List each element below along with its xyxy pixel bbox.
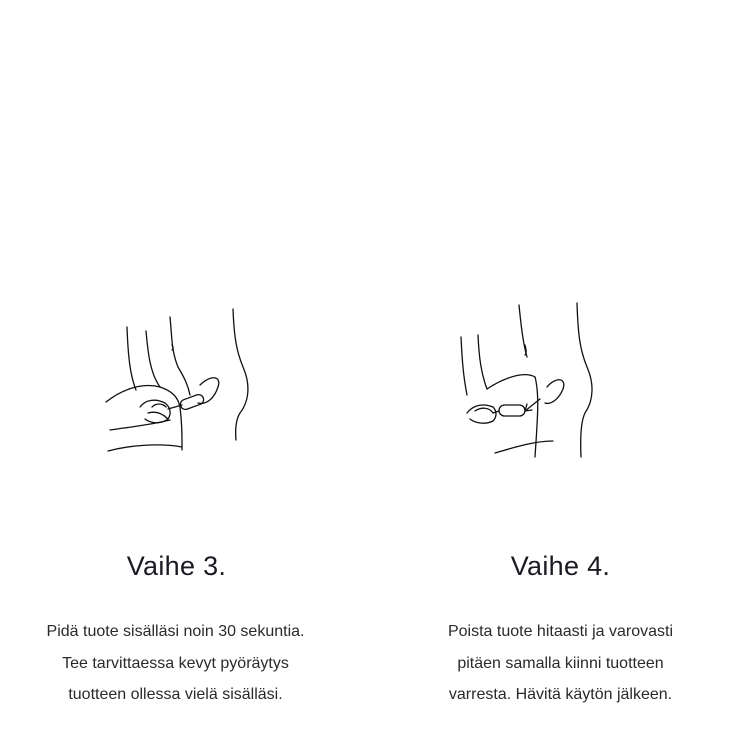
step-3-text-line-2: Tee tarvittaessa kevyt pyöräytys bbox=[62, 654, 289, 672]
step-4-illustration bbox=[375, 295, 750, 465]
step-4-text-line-2: pitäen samalla kiinni tuotteen bbox=[457, 654, 664, 672]
step-3-text-line-3: tuotteen ollessa vielä sisälläsi. bbox=[68, 686, 283, 703]
step-3-title: Vaihe 3. bbox=[126, 551, 227, 581]
step-3-text-line-1: Pidä tuote sisälläsi noin 30 sekuntia. bbox=[46, 623, 305, 640]
hand-holding-product-icon bbox=[0, 295, 375, 465]
step-4-text-line-1: Poista tuote hitaasti ja varovasti bbox=[447, 623, 673, 640]
step-4-description bbox=[373, 616, 748, 711]
step-4-title: Vaihe 4. bbox=[510, 551, 611, 581]
step-4 bbox=[375, 0, 750, 750]
hand-removing-product-icon bbox=[375, 295, 750, 465]
step-3-illustration bbox=[0, 295, 375, 465]
step-4-text-line-3: varresta. Hävitä käytön jälkeen. bbox=[448, 686, 673, 703]
step-3-description bbox=[0, 616, 363, 711]
